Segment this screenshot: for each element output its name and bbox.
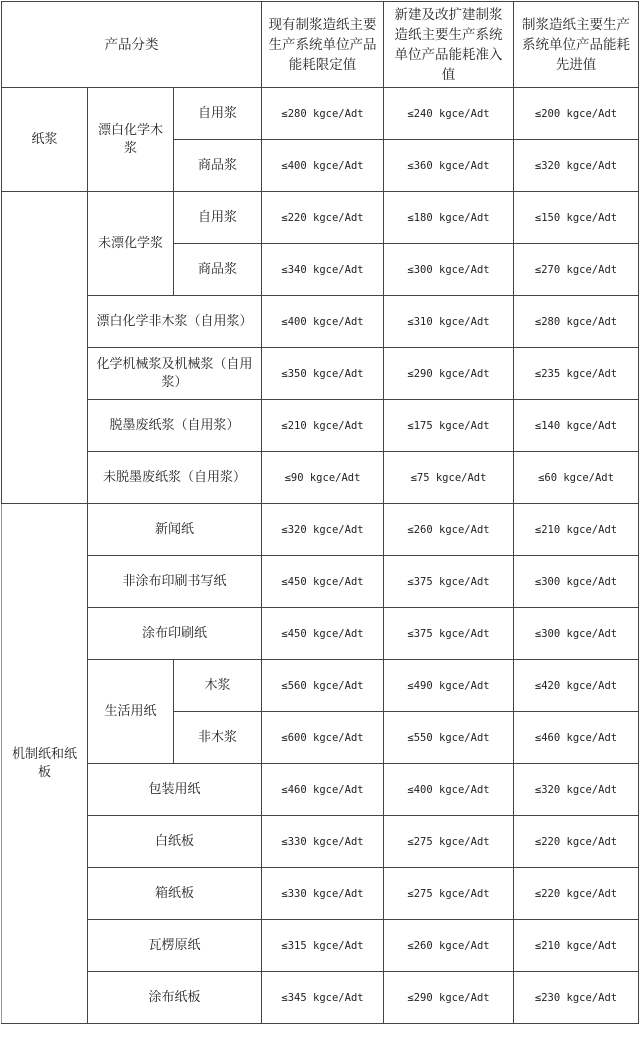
subcategory-cell: 脱墨废纸浆（自用浆） <box>88 400 262 452</box>
existing-limit-cell: ≤345 kgce/Adt <box>262 972 384 1024</box>
new-entry-cell: ≤75 kgce/Adt <box>384 452 514 504</box>
subcategory-cell: 化学机械浆及机械浆（自用浆） <box>88 348 262 400</box>
subcategory-cell: 新闻纸 <box>88 504 262 556</box>
energy-consumption-table <box>1 1 639 1024</box>
advanced-cell: ≤300 kgce/Adt <box>514 608 639 660</box>
new-entry-cell: ≤310 kgce/Adt <box>384 296 514 348</box>
advanced-cell: ≤460 kgce/Adt <box>514 712 639 764</box>
type-cell: 商品浆 <box>174 244 262 296</box>
existing-limit-cell: ≤450 kgce/Adt <box>262 608 384 660</box>
existing-limit-cell: ≤330 kgce/Adt <box>262 816 384 868</box>
type-cell: 木浆 <box>174 660 262 712</box>
existing-limit-cell: ≤315 kgce/Adt <box>262 920 384 972</box>
group-paper: 机制纸和纸板 <box>2 504 88 1024</box>
existing-limit-cell: ≤210 kgce/Adt <box>262 400 384 452</box>
new-entry-cell: ≤240 kgce/Adt <box>384 88 514 140</box>
advanced-cell: ≤200 kgce/Adt <box>514 88 639 140</box>
table-row <box>2 452 639 504</box>
new-entry-cell: ≤180 kgce/Adt <box>384 192 514 244</box>
new-entry-cell: ≤275 kgce/Adt <box>384 816 514 868</box>
new-entry-cell: ≤260 kgce/Adt <box>384 504 514 556</box>
new-entry-cell: ≤360 kgce/Adt <box>384 140 514 192</box>
new-entry-cell: ≤275 kgce/Adt <box>384 868 514 920</box>
advanced-cell: ≤420 kgce/Adt <box>514 660 639 712</box>
advanced-cell: ≤270 kgce/Adt <box>514 244 639 296</box>
table-row <box>2 868 639 920</box>
subcategory-cell: 箱纸板 <box>88 868 262 920</box>
existing-limit-cell: ≤340 kgce/Adt <box>262 244 384 296</box>
new-entry-cell: ≤175 kgce/Adt <box>384 400 514 452</box>
advanced-cell: ≤140 kgce/Adt <box>514 400 639 452</box>
table-row <box>2 660 639 712</box>
new-entry-cell: ≤290 kgce/Adt <box>384 972 514 1024</box>
existing-limit-cell: ≤450 kgce/Adt <box>262 556 384 608</box>
advanced-cell: ≤300 kgce/Adt <box>514 556 639 608</box>
advanced-cell: ≤280 kgce/Adt <box>514 296 639 348</box>
table-row <box>2 296 639 348</box>
header-new-entry: 新建及改扩建制浆造纸主要生产系统单位产品能耗准入值 <box>384 2 514 88</box>
subcategory-cell: 漂白化学非木浆（自用浆） <box>88 296 262 348</box>
subcategory-cell: 涂布印刷纸 <box>88 608 262 660</box>
existing-limit-cell: ≤280 kgce/Adt <box>262 88 384 140</box>
existing-limit-cell: ≤330 kgce/Adt <box>262 868 384 920</box>
new-entry-cell: ≤550 kgce/Adt <box>384 712 514 764</box>
subcategory-cell: 白纸板 <box>88 816 262 868</box>
existing-limit-cell: ≤400 kgce/Adt <box>262 296 384 348</box>
existing-limit-cell: ≤400 kgce/Adt <box>262 140 384 192</box>
advanced-cell: ≤210 kgce/Adt <box>514 504 639 556</box>
new-entry-cell: ≤490 kgce/Adt <box>384 660 514 712</box>
new-entry-cell: ≤375 kgce/Adt <box>384 608 514 660</box>
subcategory-cell: 漂白化学木浆 <box>88 88 174 192</box>
new-entry-cell: ≤375 kgce/Adt <box>384 556 514 608</box>
table-row <box>2 400 639 452</box>
subcategory-cell: 未漂化学浆 <box>88 192 174 296</box>
type-cell: 非木浆 <box>174 712 262 764</box>
existing-limit-cell: ≤320 kgce/Adt <box>262 504 384 556</box>
advanced-cell: ≤230 kgce/Adt <box>514 972 639 1024</box>
group-pulp: 纸浆 <box>2 88 88 192</box>
advanced-cell: ≤150 kgce/Adt <box>514 192 639 244</box>
group-pulp-unlabeled <box>2 192 88 504</box>
new-entry-cell: ≤400 kgce/Adt <box>384 764 514 816</box>
existing-limit-cell: ≤560 kgce/Adt <box>262 660 384 712</box>
table-row <box>2 192 639 244</box>
new-entry-cell: ≤260 kgce/Adt <box>384 920 514 972</box>
header-category: 产品分类 <box>2 2 262 88</box>
table-row <box>2 816 639 868</box>
type-cell: 自用浆 <box>174 192 262 244</box>
header-advanced: 制浆造纸主要生产系统单位产品能耗先进值 <box>514 2 639 88</box>
new-entry-cell: ≤290 kgce/Adt <box>384 348 514 400</box>
existing-limit-cell: ≤90 kgce/Adt <box>262 452 384 504</box>
subcategory-cell: 生活用纸 <box>88 660 174 764</box>
advanced-cell: ≤320 kgce/Adt <box>514 140 639 192</box>
existing-limit-cell: ≤220 kgce/Adt <box>262 192 384 244</box>
subcategory-cell: 涂布纸板 <box>88 972 262 1024</box>
advanced-cell: ≤220 kgce/Adt <box>514 816 639 868</box>
table-row <box>2 556 639 608</box>
subcategory-cell: 包装用纸 <box>88 764 262 816</box>
advanced-cell: ≤235 kgce/Adt <box>514 348 639 400</box>
table-row <box>2 972 639 1024</box>
subcategory-cell: 未脱墨废纸浆（自用浆） <box>88 452 262 504</box>
table-row <box>2 88 639 140</box>
subcategory-cell: 瓦楞原纸 <box>88 920 262 972</box>
type-cell: 商品浆 <box>174 140 262 192</box>
header-existing-limit: 现有制浆造纸主要生产系统单位产品能耗限定值 <box>262 2 384 88</box>
type-cell: 自用浆 <box>174 88 262 140</box>
existing-limit-cell: ≤600 kgce/Adt <box>262 712 384 764</box>
existing-limit-cell: ≤350 kgce/Adt <box>262 348 384 400</box>
existing-limit-cell: ≤460 kgce/Adt <box>262 764 384 816</box>
advanced-cell: ≤220 kgce/Adt <box>514 868 639 920</box>
table-row <box>2 920 639 972</box>
new-entry-cell: ≤300 kgce/Adt <box>384 244 514 296</box>
subcategory-cell: 非涂布印刷书写纸 <box>88 556 262 608</box>
table-row <box>2 608 639 660</box>
advanced-cell: ≤320 kgce/Adt <box>514 764 639 816</box>
advanced-cell: ≤60 kgce/Adt <box>514 452 639 504</box>
table-row <box>2 764 639 816</box>
table-row <box>2 504 639 556</box>
table-row <box>2 348 639 400</box>
advanced-cell: ≤210 kgce/Adt <box>514 920 639 972</box>
header-row <box>2 2 639 88</box>
